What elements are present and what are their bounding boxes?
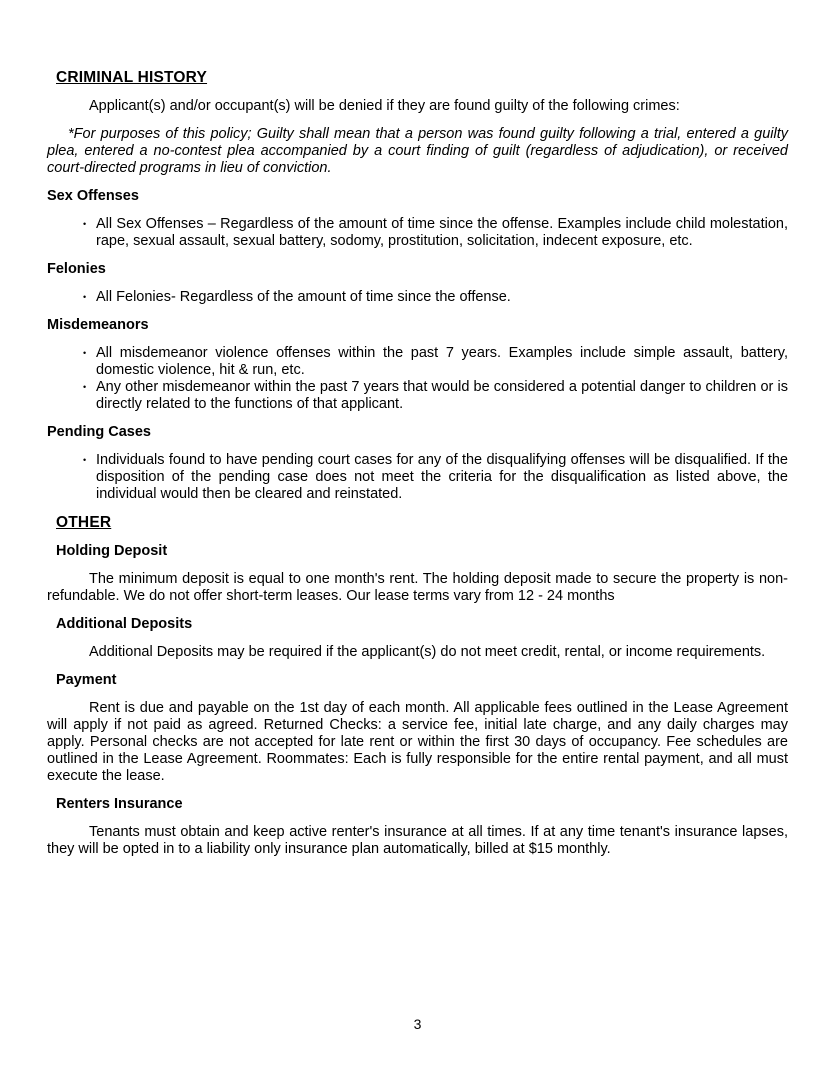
list-item (83, 379, 788, 413)
list-item (83, 452, 788, 503)
additional-deposits-text: Additional Deposits may be required if the applicant(s) do not meet credit, rental, or income requirements. (89, 644, 766, 660)
subheading-pending-cases: Pending Cases (47, 424, 151, 440)
holding-deposit-text: The minimum deposit is equal to one month's rent. The holding deposit made to secure the property is non- refundable. We do not offer short-term leases. Our lease terms vary from 12 - 24 months (47, 571, 788, 604)
bullet-list-misdemeanors (47, 345, 788, 413)
bullet-icon: • (83, 219, 87, 229)
bullet-icon: • (83, 348, 87, 358)
list-item (83, 345, 788, 379)
bullet-list-felonies (47, 289, 788, 306)
subheading-additional-deposits: Additional Deposits (56, 616, 193, 632)
bullet-icon: • (83, 382, 87, 392)
heading-criminal-history: CRIMINAL HISTORY (56, 69, 208, 86)
subheading-renters-insurance: Renters Insurance (56, 796, 183, 812)
list-item-text: All misdemeanor violence offenses within the past 7 years. Examples include simple assault, battery, domestic violence, hit & run, etc. (96, 345, 788, 378)
heading-other: OTHER (56, 514, 112, 531)
subheading-holding-deposit: Holding Deposit (56, 543, 168, 559)
subheading-payment: Payment (56, 672, 117, 688)
bullet-icon: • (83, 455, 87, 465)
bullet-icon: • (83, 292, 87, 302)
subheading-sex-offenses: Sex Offenses (47, 188, 139, 204)
page-number: 3 (413, 1016, 422, 1032)
payment-text: Rent is due and payable on the 1st day of each month. All applicable fees outlined in the Lease Agreement will apply if not paid as agreed. Returned Checks: a service fee, initial late charge, and any daily charges may apply. Personal checks are not accepted for late rent or within the first 30 days of occupancy. Fee schedules are outlined in the Lease Agreement. Roommates: Each is fully responsible for the entire rental payment, and all must execute the lease. (47, 700, 788, 784)
list-item-text: All Felonies- Regardless of the amount of time since the offense. (96, 289, 511, 305)
subheading-misdemeanors: Misdemeanors (47, 317, 149, 333)
bullet-list-sex-offenses (47, 216, 788, 250)
subheading-felonies: Felonies (47, 261, 106, 277)
list-item-text: All Sex Offenses – Regardless of the amount of time since the offense. Examples include child molestation, rape, sexual assault, sexual battery, sodomy, prostitution, solicitation, indecent exposure, etc. (96, 216, 788, 249)
list-item-text: Individuals found to have pending court cases for any of the disqualifying offenses will be disqualified. If the disposition of the pending case does not meet the criteria for the disqualification as listed above, the individual would then be cleared and reinstated. (96, 452, 788, 502)
criminal-history-intro: Applicant(s) and/or occupant(s) will be denied if they are found guilty of the following crimes: (89, 98, 680, 114)
list-item (83, 216, 788, 250)
list-item (83, 289, 788, 306)
policy-note: *For purposes of this policy; Guilty shall mean that a person was found guilty following a trial, entered a guilty plea, entered a no-contest plea accompanied by a court finding of guilt (regardless of adjudication), or received court-directed programs in lieu of conviction. (47, 126, 788, 176)
bullet-list-pending-cases (47, 452, 788, 503)
list-item-text: Any other misdemeanor within the past 7 years that would be considered a potential danger to children or is directly related to the functions of that applicant. (96, 379, 788, 412)
renters-insurance-text: Tenants must obtain and keep active renter's insurance at all times. If at any time tenant's insurance lapses, they will be opted in to a liability only insurance plan automatically, billed at $15 monthly. (47, 824, 788, 857)
